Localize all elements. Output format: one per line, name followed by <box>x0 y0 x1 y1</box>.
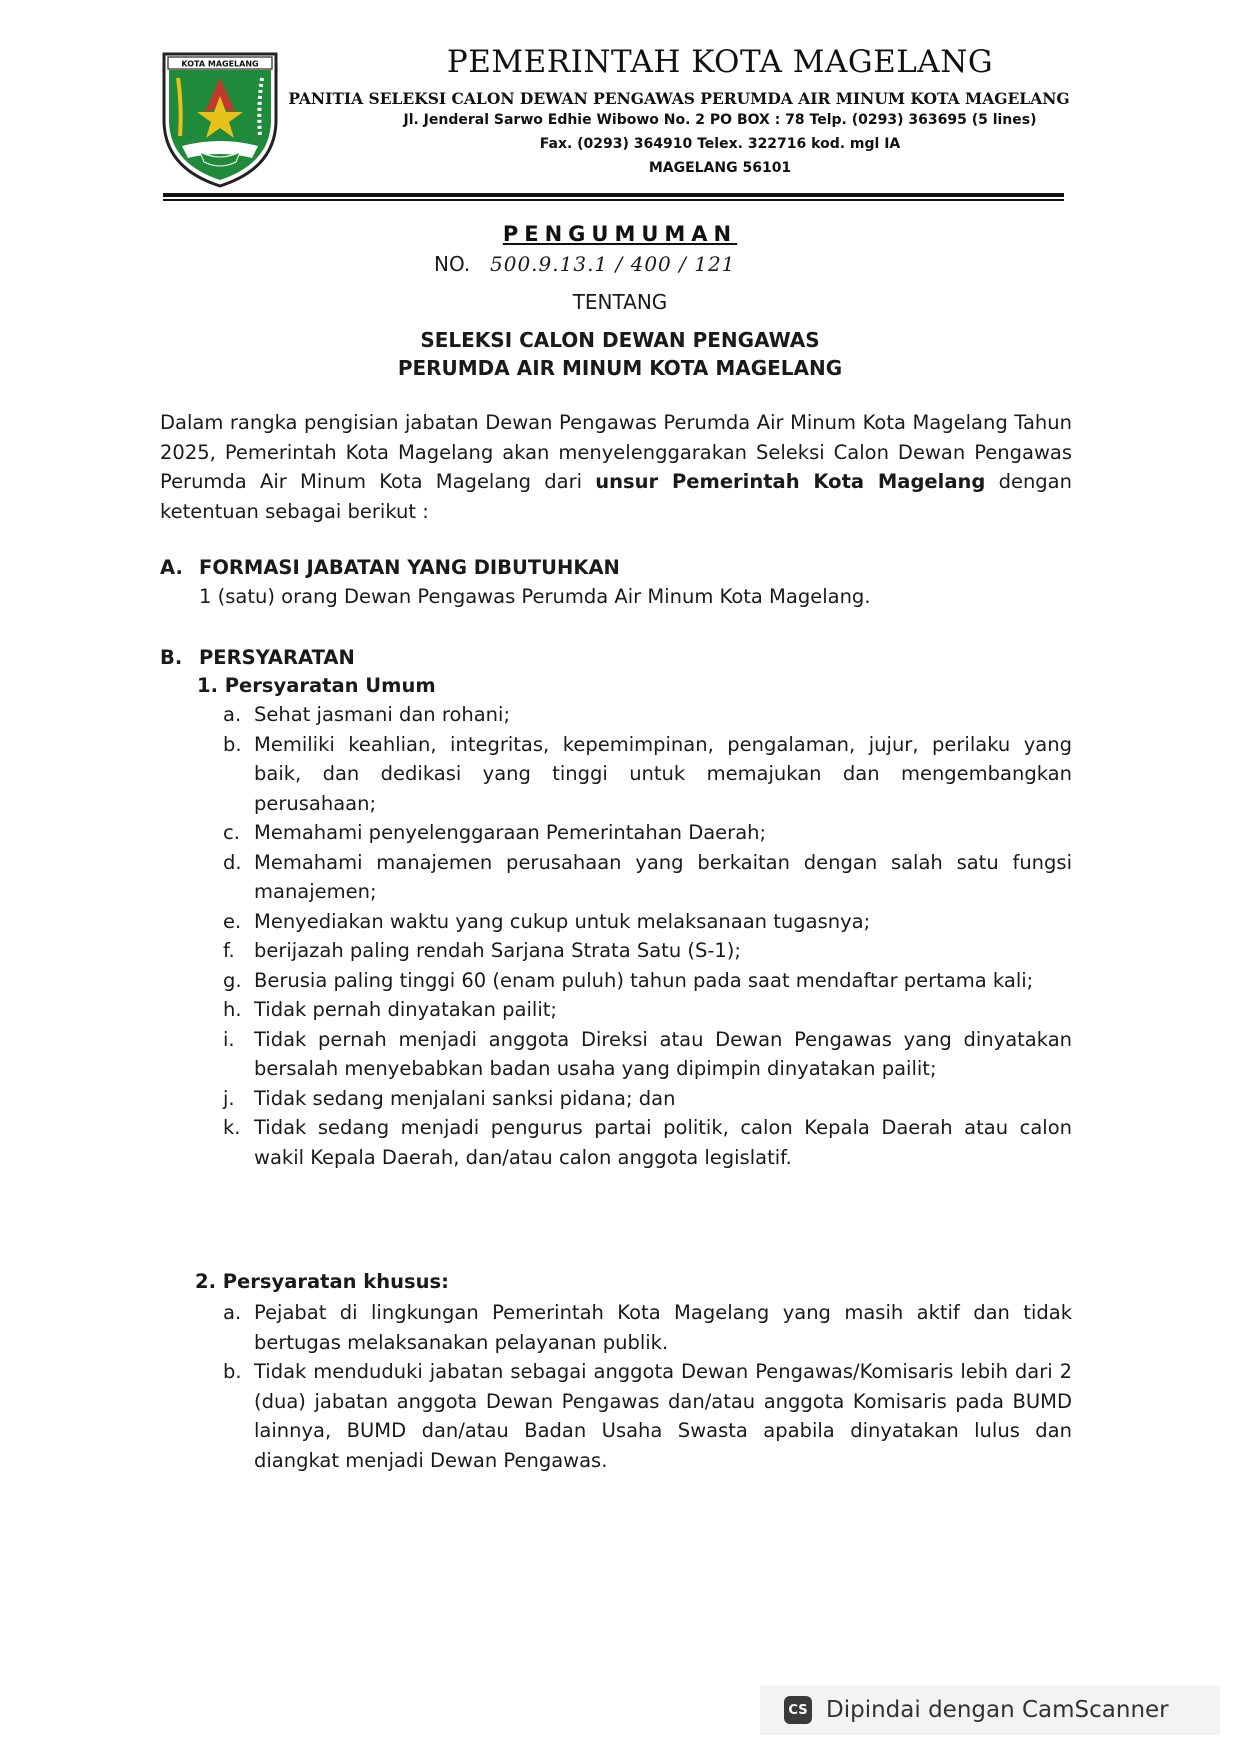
list-item: b. Tidak menduduki jabatan sebagai anggota Dewan Pengawas/Komisaris lebih dari 2 (dua) jabatan anggota Dewan Pengawas dan/atau anggota Komisaris pada BUMD lainnya, BUMD dan/atau Badan Usaha Swasta apabila dinyatakan lulus dan diangkat menjadi Dewan Pengawas. <box>223 1360 1072 1472</box>
list-item: e. Menyediakan waktu yang cukup untuk melaksanaan tugasnya; <box>223 909 871 933</box>
letterhead-rule-thin <box>163 199 1064 201</box>
subject-line-2: PERUMDA AIR MINUM KOTA MAGELANG <box>397 356 843 380</box>
list-item: i. Tidak pernah menjadi anggota Direksi atau Dewan Pengawas yang dinyatakan bersalah menyebabkan badan usaha yang dipimpin dinyatakan pailit; <box>223 1027 1072 1080</box>
number-value: 500.9.13.1 / 400 / 121 <box>490 252 736 276</box>
number-label: NO. <box>434 252 471 276</box>
intro-text-bold: unsur Pemerintah Kota Magelang <box>595 470 986 493</box>
letterhead-city: MAGELANG 56101 <box>648 160 792 176</box>
section-b-letter: B. <box>160 646 183 669</box>
announcement-title: PENGUMUMAN <box>502 222 738 246</box>
section-a-letter: A. <box>160 556 183 579</box>
list-item: a. Sehat jasmani dan rohani; <box>223 703 511 726</box>
letterhead-rule-thick <box>163 193 1064 197</box>
camscanner-text: Dipindai dengan CamScanner <box>826 1697 1169 1723</box>
intro-text-after: dengan ketentuan sebagai berikut : <box>160 470 1072 523</box>
letterhead-title: PEMERINTAH KOTA MAGELANG <box>446 44 994 80</box>
letterhead-address: Jl. Jenderal Sarwo Edhie Wibowo No. 2 PO BOX : 78 Telp. (0293) 363695 (5 lines) <box>403 112 1037 128</box>
section-a-title: FORMASI JABATAN YANG DIBUTUHKAN <box>199 556 620 579</box>
camscanner-watermark <box>760 1685 1220 1735</box>
list-item: a. Pejabat di lingkungan Pemerintah Kota Magelang yang masih aktif dan tidak bertugas melaksanakan pelayanan publik. <box>223 1301 1072 1354</box>
list-item: h. Tidak pernah dinyatakan pailit; <box>223 998 557 1021</box>
list-item: d. Memahami manajemen perusahaan yang berkaitan dengan salah satu fungsi manajemen; <box>223 850 1072 903</box>
about-label: TENTANG <box>572 290 668 314</box>
city-emblem-logo <box>160 50 280 190</box>
list-item: c. Memahami penyelenggaraan Pemerintahan Daerah; <box>223 821 767 844</box>
list-item: k. Tidak sedang menjadi pengurus partai politik, calon Kepala Daerah atau calon wakil Kepala Daerah, dan/atau calon anggota legislatif. <box>223 1116 1072 1169</box>
special-requirements-list <box>223 1298 1072 1475</box>
intro-paragraph <box>160 408 1072 526</box>
section-a-text: 1 (satu) orang Dewan Pengawas Perumda Air Minum Kota Magelang. <box>199 585 871 608</box>
camscanner-icon: CS <box>784 1696 812 1724</box>
svg-text:KOTA MAGELANG: KOTA MAGELANG <box>181 59 259 69</box>
list-item: b. Memiliki keahlian, integritas, kepemimpinan, pengalaman, jujur, perilaku yang baik, dan dedikasi yang tinggi untuk memajukan dan mengembangkan perusahaan; <box>223 732 1072 815</box>
intro-text-before: Dalam rangka pengisian jabatan Dewan Pengawas Perumda Air Minum Kota Magelang Tahun 2025, Pemerintah Kota Magelang akan menyelenggarakan Seleksi Calon Dewan Pengawas Perumda Air Minum Kota Magelang dari <box>160 411 1072 493</box>
letterhead-fax: Fax. (0293) 364910 Telex. 322716 kod. mgl IA <box>539 136 901 152</box>
list-item: f. berijazah paling rendah Sarjana Strata Satu (S-1); <box>223 939 741 962</box>
list-item: j. Tidak sedang menjalani sanksi pidana; dan <box>223 1086 676 1110</box>
general-requirements-list <box>223 700 1072 1172</box>
general-requirements-title: 1. Persyaratan Umum <box>197 674 436 697</box>
letterhead-subtitle: PANITIA SELEKSI CALON DEWAN PENGAWAS PERUMDA AIR MINUM KOTA MAGELANG <box>288 89 1070 108</box>
subject-line-1: SELEKSI CALON DEWAN PENGAWAS <box>420 328 820 352</box>
list-item: g. Berusia paling tinggi 60 (enam puluh) tahun pada saat mendaftar pertama kali; <box>223 968 1034 992</box>
special-requirements-title: 2. Persyaratan khusus: <box>195 1270 449 1293</box>
section-b-title: PERSYARATAN <box>199 646 355 669</box>
